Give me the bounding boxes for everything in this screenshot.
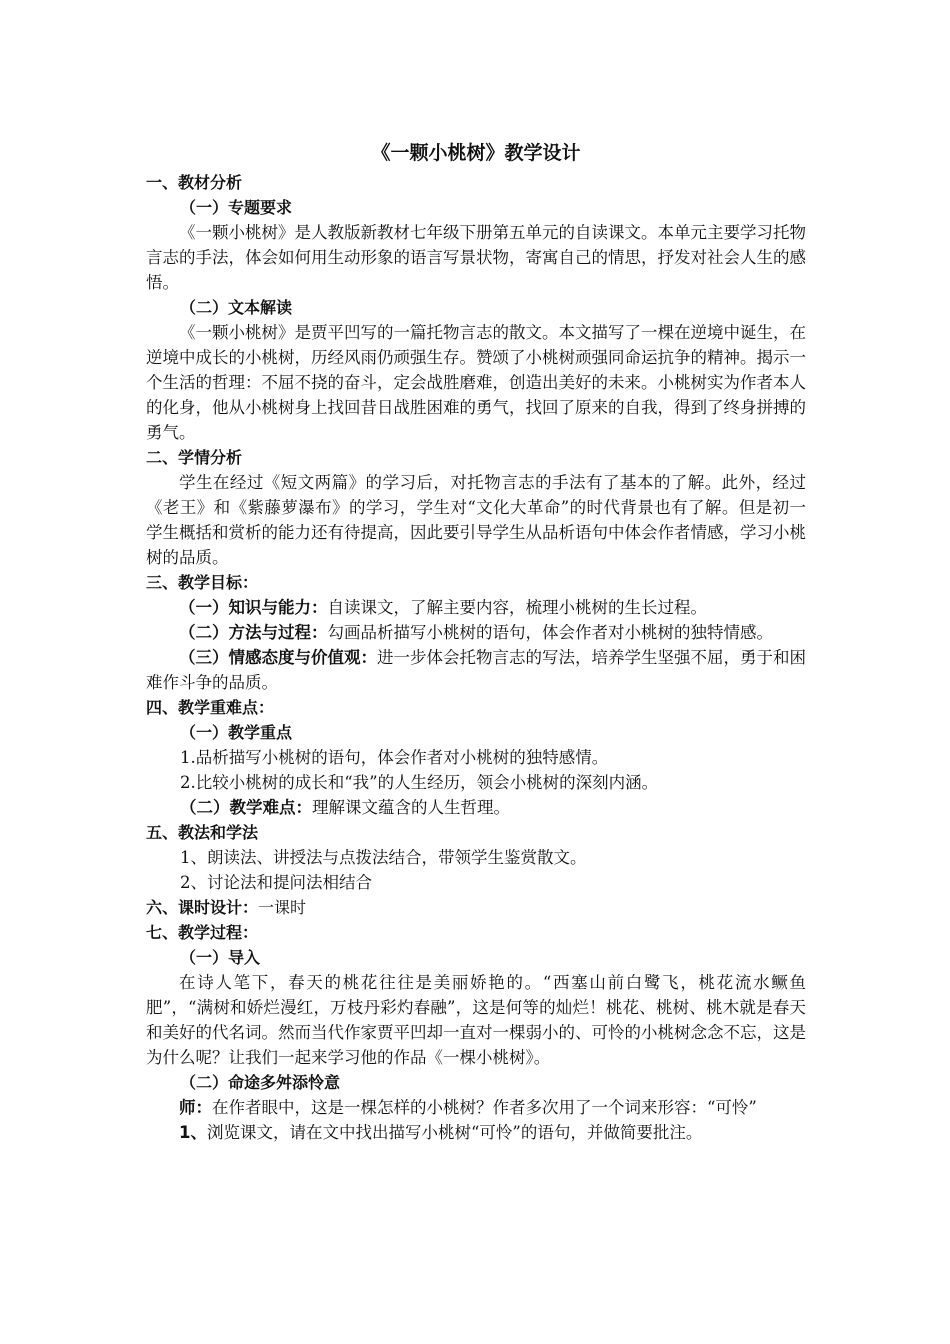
section-7-sub-1: （一）导入 [180,948,261,967]
goal-3 [146,645,806,695]
section-3-heading: 三、教学目标： [146,573,259,592]
section-6-text: 一课时 [258,898,307,917]
section-2-heading: 二、学情分析 [146,448,243,467]
teacher-label: 师： [179,1098,212,1117]
section-7-sub-2: （二）命途多舛添怜意 [180,1073,341,1092]
section-6-heading: 六、课时设计： [146,898,259,917]
difficulty-text: 理解课文蕴含的人生哲理。 [312,798,510,817]
key-point-1: 1.品析描写小桃树的语句，体会作者对小桃树的独特感情。 [180,748,609,767]
goal-3-label: （三）情感态度与价值观： [179,648,377,667]
section-7-heading: 七、教学过程： [146,923,259,942]
method-1: 1、朗读法、讲授法与点拨法结合，带领学生鉴赏散文。 [180,848,587,867]
section-5-heading: 五、教法和学法 [146,823,259,842]
section-1-paragraph-2: 《一颗小桃树》是贾平凹写的一篇托物言志的散文。本文描写了一棵在逆境中诞生，在逆境中成长的小桃树，历经风雨仍顽强生存。赞颂了小桃树顽强同命运抗争的精神。揭示一个生活的哲理：不屈不挠的奋斗，定会战胜磨难，创造出美好的未来。小桃树实为作者本人的化身，他从小桃树身上找回昔日战胜困难的勇气，找回了原来的自我，得到了终身拼搏的勇气。 [146,323,806,442]
section-1-sub-2: （二）文本解读 [180,298,293,317]
goal-1-label: （一）知识与能力： [179,598,328,617]
section-4-sub-1: （一）教学重点 [180,723,293,742]
section-7-paragraph-1: 在诗人笔下，春天的桃花往往是美丽娇艳的。“西塞山前白鹭飞，桃花流水鳜鱼肥”，“满树和娇烂漫红，万枝丹彩灼春融”，这是何等的灿烂！桃花、桃树、桃木就是春天和美好的代名词。然而当代作家贾平凹却一直对一棵弱小的、可怜的小桃树念念不忘，这是为什么呢？让我们一起来学习他的作品《一棵小桃树》。 [146,973,806,1067]
teacher-text: 在作者眼中，这是一棵怎样的小桃树？作者多次用了一个词来形容：“可怜” [212,1098,757,1117]
section-6 [146,895,806,920]
key-point-2: 2.比较小桃树的成长和“我”的人生经历，领会小桃树的深刻内涵。 [180,773,659,792]
teacher-question [146,1095,806,1120]
section-4-heading: 四、教学重难点： [146,698,275,717]
difficulty-label: （二）教学难点： [180,798,312,817]
method-2: 2、讨论法和提问法相结合 [180,873,372,892]
task-1 [146,1120,806,1145]
section-1-sub-1: （一）专题要求 [180,198,293,217]
difficulty [146,795,806,820]
task-1-text: 浏览课文，请在文中找出描写小桃树“可怜”的语句，并做简要批注。 [206,1123,703,1142]
section-2-paragraph-1: 学生在经过《短文两篇》的学习后，对托物言志的手法有了基本的了解。此外，经过《老王》和《紫藤萝瀑布》的学习，学生对“文化大革命”的时代背景也有了解。但是初一学生概括和赏析的能力还有待提高，因此要引导学生从品析语句中体会作者情感，学习小桃树的品质。 [146,473,806,567]
document-title: 《一颗小桃树》教学设计 [371,142,581,164]
task-1-label: 1、 [179,1123,207,1142]
document-page [146,138,806,1145]
goal-1 [146,595,806,620]
section-1-paragraph-1: 《一颗小桃树》是人教版新教材七年级下册第五单元的自读课文。本单元主要学习托物言志的手法，体会如何用生动形象的语言写景状物，寄寓自己的情思，抒发对社会人生的感悟。 [146,223,806,292]
goal-2-text: 勾画品析描写小桃树的语句，体会作者对小桃树的独特情感。 [327,623,773,642]
section-1-heading: 一、教材分析 [146,173,243,192]
goal-2 [146,620,806,645]
goal-1-text: 自读课文，了解主要内容，梳理小桃树的生长过程。 [327,598,707,617]
goal-2-label: （二）方法与过程： [179,623,328,642]
goal-3-text: 进一步体会托物言志的写法，培养学生坚强不屈，勇于和困难作斗争的品质。 [146,648,806,692]
